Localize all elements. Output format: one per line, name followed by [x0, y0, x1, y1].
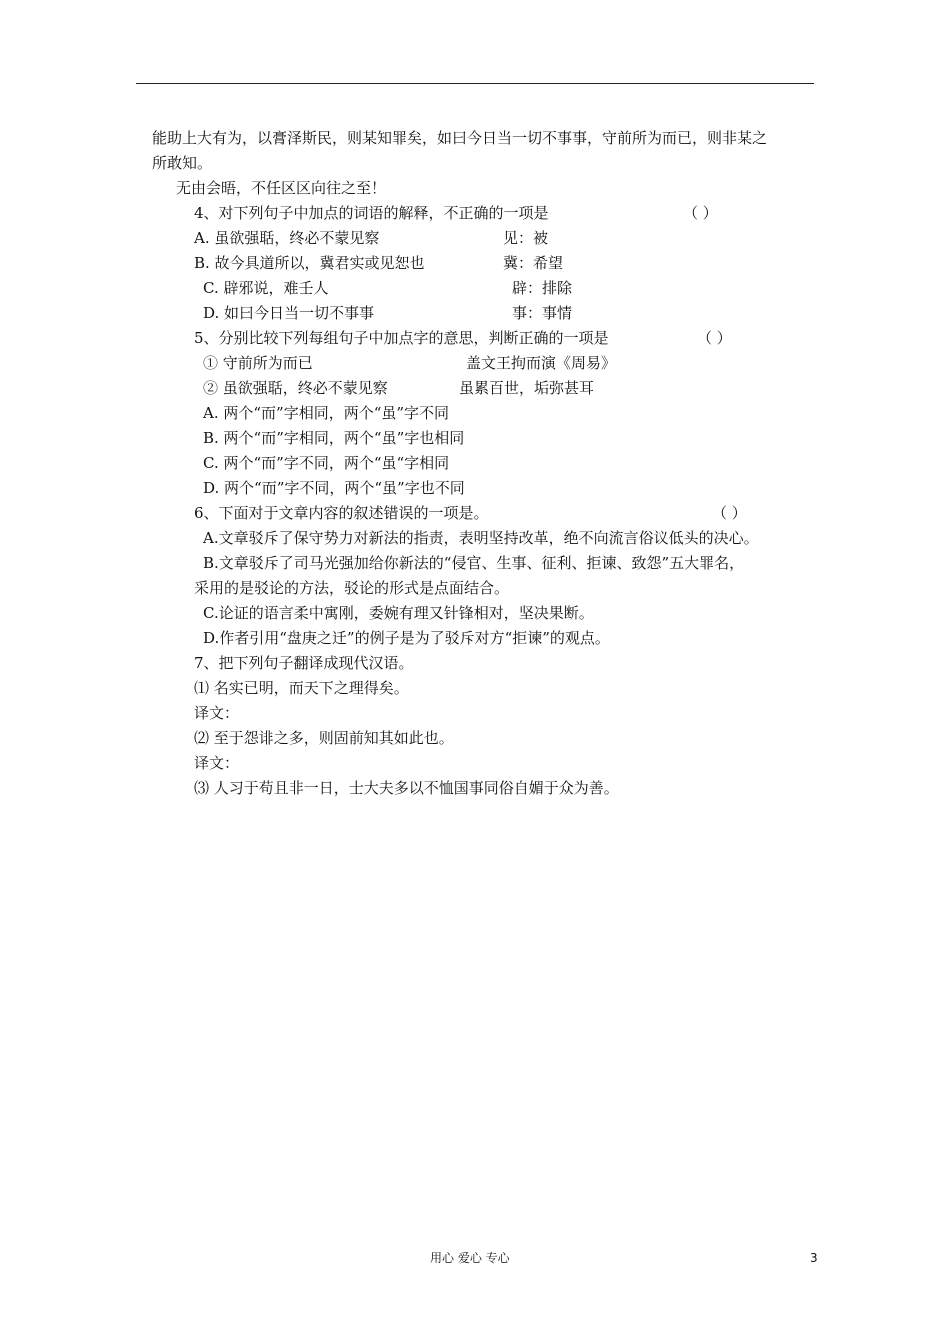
question-4-option-d-gloss: 事：事情 [512, 304, 573, 322]
question-5-pair-2-b: 虽累百世，垢弥甚耳 [459, 379, 595, 397]
question-4-option-b: B. 故今具道所以，冀君实或见恕也 [194, 254, 425, 272]
question-6-answer-paren: （ ） [712, 504, 747, 522]
passage-line-1: 能助上大有为，以膏泽斯民，则某知罪矣，如曰今日当一切不事事，守前所为而已，则非某之 [152, 129, 768, 147]
question-4-stem: 4、对下列句子中加点的词语的解释，不正确的一项是 [194, 204, 549, 222]
question-5-pair-1-b: 盖文王拘而演《周易》 [466, 354, 617, 372]
question-7-item-3: ⑶ 人习于苟且非一日，士大夫多以不恤国事同俗自媚于众为善。 [194, 779, 619, 797]
question-5-option-d: D. 两个“而”字不同，两个“虽”字也不同 [203, 479, 465, 497]
question-6-option-c: C.论证的语言柔中寓刚，委婉有理又针锋相对，坚决果断。 [203, 604, 594, 622]
passage-line-3: 无由会晤，不任区区向往之至！ [176, 179, 387, 197]
question-4-answer-paren: （ ） [683, 204, 718, 222]
question-5-option-a: A. 两个“而”字相同，两个“虽”字不同 [203, 404, 450, 422]
question-5-stem: 5、分别比较下列每组句子中加点字的意思，判断正确的一项是 [194, 329, 609, 347]
question-6-option-b-continued: 采用的是驳论的方法，驳论的形式是点面结合。 [194, 579, 510, 597]
question-5-option-b: B. 两个“而”字相同，两个“虽”字也相同 [203, 429, 465, 447]
question-6-option-b: B.文章驳斥了司马光强加给你新法的“侵官、生事、征利、拒谏、致怨”五大罪名， [203, 554, 745, 572]
question-6-option-a: A.文章驳斥了保守势力对新法的指责，表明坚持改革，绝不向流言俗议低头的决心。 [203, 529, 759, 547]
page-number: 3 [810, 1251, 818, 1265]
question-7-item-1: ⑴ 名实已明，而天下之理得矣。 [194, 679, 409, 697]
question-5-pair-2-a: ② 虽欲强聒，终必不蒙见察 [203, 379, 388, 397]
question-6-stem: 6、下面对于文章内容的叙述错误的一项是。 [194, 504, 489, 522]
question-7-translation-label-1: 译文： [194, 704, 240, 722]
question-4-option-d: D. 如曰今日当一切不事事 [203, 304, 375, 322]
question-7-translation-label-2: 译文： [194, 754, 240, 772]
question-4-option-c-gloss: 辟：排除 [512, 279, 573, 297]
footer-motto: 用心 爱心 专心 [430, 1251, 510, 1265]
header-rule [136, 83, 814, 84]
question-4-option-a: A. 虽欲强聒，终必不蒙见察 [194, 229, 380, 247]
passage-line-2: 所敢知。 [152, 154, 213, 172]
question-4-option-a-gloss: 见：被 [503, 229, 549, 247]
question-7-stem: 7、把下列句子翻译成现代汉语。 [194, 654, 414, 672]
question-4-option-c: C. 辟邪说，难壬人 [203, 279, 329, 297]
question-4-option-b-gloss: 冀：希望 [503, 254, 564, 272]
question-5-option-c: C. 两个“而”字不同，两个“虽“字相同 [203, 454, 450, 472]
question-5-answer-paren: （ ） [697, 329, 732, 347]
question-6-option-d: D.作者引用“盘庚之迁”的例子是为了驳斥对方“拒谏”的观点。 [203, 629, 610, 647]
question-7-item-2: ⑵ 至于怨诽之多，则固前知其如此也。 [194, 729, 454, 747]
question-5-pair-1-a: ① 守前所为而已 [203, 354, 313, 372]
